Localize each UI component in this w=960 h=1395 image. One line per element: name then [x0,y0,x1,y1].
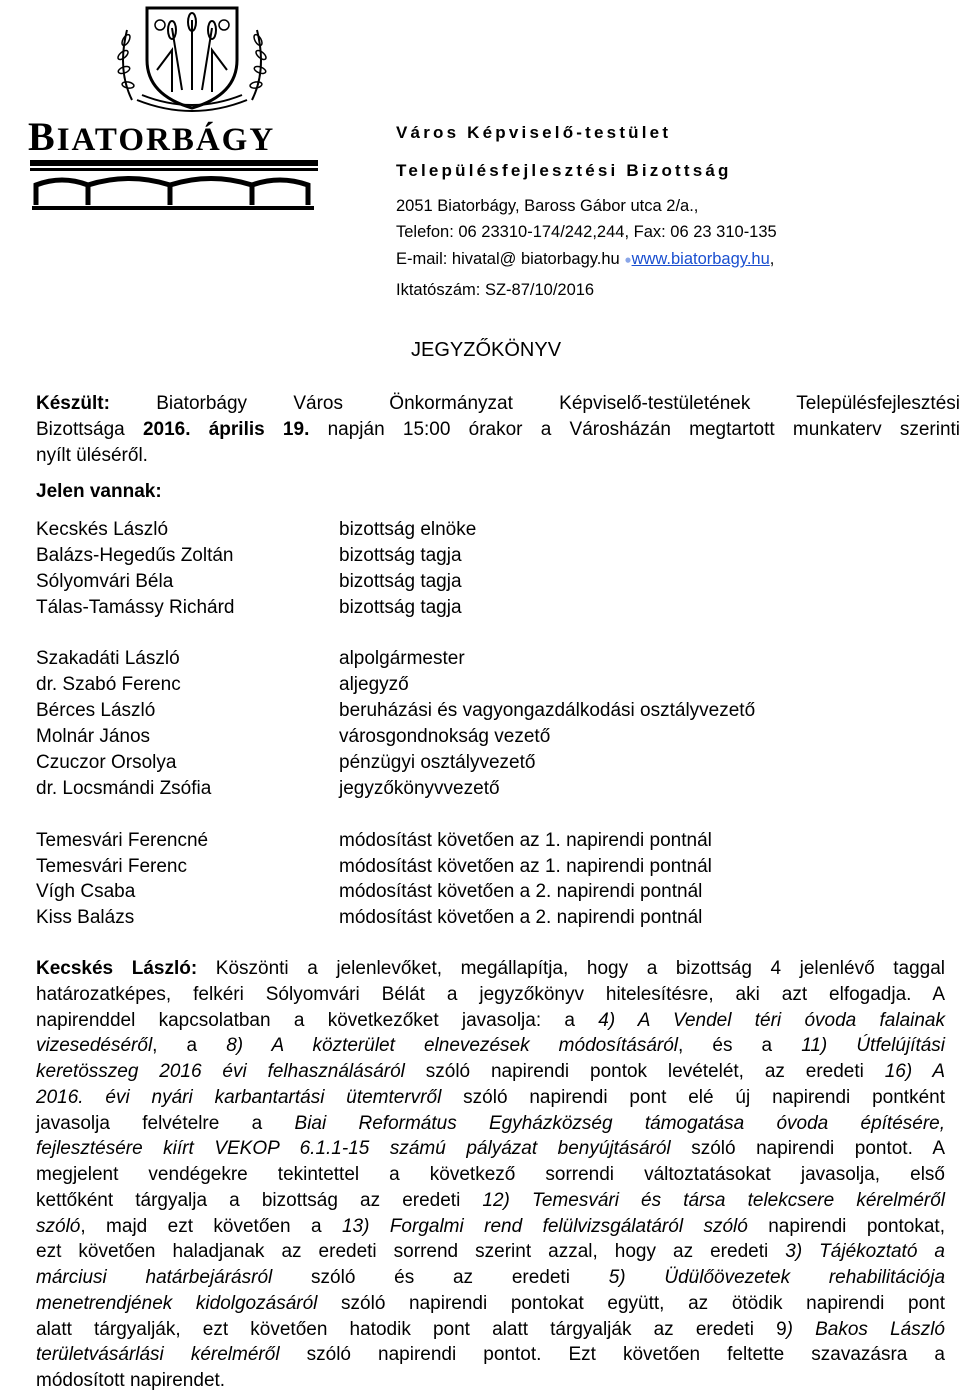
attendee-name: Czuczor Orsolya [36,752,177,774]
attendee-role: beruházási és vagyongazdálkodási osztályvezető [339,700,756,722]
phone-fax: Telefon: 06 23310-174/242,244, Fax: 06 23 310-135 [396,223,777,241]
website-link[interactable]: www.biatorbagy.hu [631,250,770,268]
email: E-mail: hivatal@ biatorbagy.hu [396,250,620,268]
attendee-name: Temesvári Ferenc [36,855,187,877]
attendee-role: módosítást követően a 2. napirendi pontnál [339,881,703,903]
attendee-name: Sólyomvári Béla [36,570,174,592]
attendee-role: aljegyző [339,674,409,696]
attendee-name: Kecskés László [36,519,169,540]
attendee-roles [339,517,755,931]
attendee-role: módosítást követően a 2. napirendi pontnál [339,907,703,929]
logo-wordmark: BIATORBÁGY [28,114,276,159]
attendee-role: pénzügyi osztályvezető [339,752,536,774]
contact-line: E-mail: hivatal@ biatorbagy.hu ●www.biatorbagy.hu, [396,250,775,268]
attendee-name: dr. Szabó Ferenc [36,674,181,696]
bullet-icon: ● [624,252,632,267]
attendee-role: bizottság elnöke [339,519,477,540]
meeting-date: 2016. április 19. [142,418,310,440]
present-label: Jelen vannak: [36,481,162,502]
attendee-role: módosítást követően az 1. napirendi pontnál [339,855,712,877]
attendee-names [36,517,235,931]
attendee-name: dr. Locsmándi Zsófia [36,777,212,799]
registration-number: Iktatószám: SZ-87/10/2016 [396,281,595,299]
intro-label: Készült: [36,393,110,414]
document-title: JEGYZŐKÖNYV [411,339,562,361]
speaker-name: Kecskés László: [36,958,198,979]
attendee-name: Vígh Csaba [36,881,136,903]
intro: Készült: Biatorbágy Város Önkormányzat Képviselő-testületének Településfejlesztési Bizottsága 2016. április 19. napján 15:00 órakor a Városházán megtartott munkaterv szerinti nyílt üléséről. [36,393,960,466]
attendee-role: városgondnokság vezető [339,726,551,748]
attendee-role: bizottság tagja [339,544,462,566]
attendee-name: Temesvári Ferencné [36,829,209,851]
logo [22,0,322,215]
attendee-role: jegyzőkönyvvezető [339,777,500,799]
committee-name: Településfejlesztési Bizottság [396,161,732,180]
attendee-name: Molnár János [36,726,151,748]
attendee-name: Tálas-Tamássy Richárd [36,596,235,618]
minutes-paragraph: Kecskés László: Köszönti a jelenlevőket, megállapítja, hogy a bizottság 4 jelenlévő taggal határozatképes, felkéri Sólyomvári Bélát a jegyzőkönyv hitelesítésre, aki azt elfogadja. A napirenddel kapcsolatban a következőket javasolja: a 4) A Vendel téri óvoda falainak vizesedéséről, a 8) A közterület elnevezések módosításáról, és a 11) Útfelújítási keretösszeg 2016 évi felhasználásáról szóló napirendi pontok levételét, az eredeti 16) A 2016. évi nyári karbantartási ütemtervről szóló napirendi pont elé új napirendi pontként javasolja felvételre a Biai Református Egyházközség támogatása óvoda építésére, fejlesztésére kiírt VEKOP 6.1.1-15 számú pályázat benyújtásáról szóló napirendi pontot. A megjelent vendégekre tekintettel a következő sorrendi változtatásokat javasolja, első kettőként tárgyalja a bizottság az eredeti 12) Temesvári és társa telekcsere kérelméről szóló, majd ezt követően a 13) Forgalmi rend felülvizsgálatáról szóló napirendi pontokat, ezt követően haladjanak az eredeti sorrend szerint azzal, hogy az eredeti 3) Tájékoztató a márciusi határbejárásról szóló és az eredeti 5) Üdülőövezetek rehabilitációja menetrendjének kidolgozásáról szóló napirendi pontokat együtt, az ötödik napirendi pont alatt tárgyalják, ezt követően hatodik pont alatt tárgyalják az eredeti 9) Bakos László területvásárlási kérelméről szóló napirendi pontot. Ezt követően feltette szavazásra a módosított napirendet. [36,958,946,1391]
attendee-role: bizottság tagja [339,570,462,592]
attendee-name: Kiss Balázs [36,907,135,929]
attendee-name: Szakadáti László [36,648,180,670]
attendee-name: Balázs-Hegedűs Zoltán [36,544,234,566]
attendee-name: Bérces László [36,700,156,722]
attendee-role: módosítást követően az 1. napirendi pontnál [339,829,712,851]
biatorbagy-coat-of-arms-icon [22,0,322,215]
attendee-role: alpolgármester [339,648,465,670]
org-name: Város Képviselő-testület [396,123,672,142]
address: 2051 Biatorbágy, Baross Gábor utca 2/a., [396,197,699,215]
attendee-role: bizottság tagja [339,596,462,618]
